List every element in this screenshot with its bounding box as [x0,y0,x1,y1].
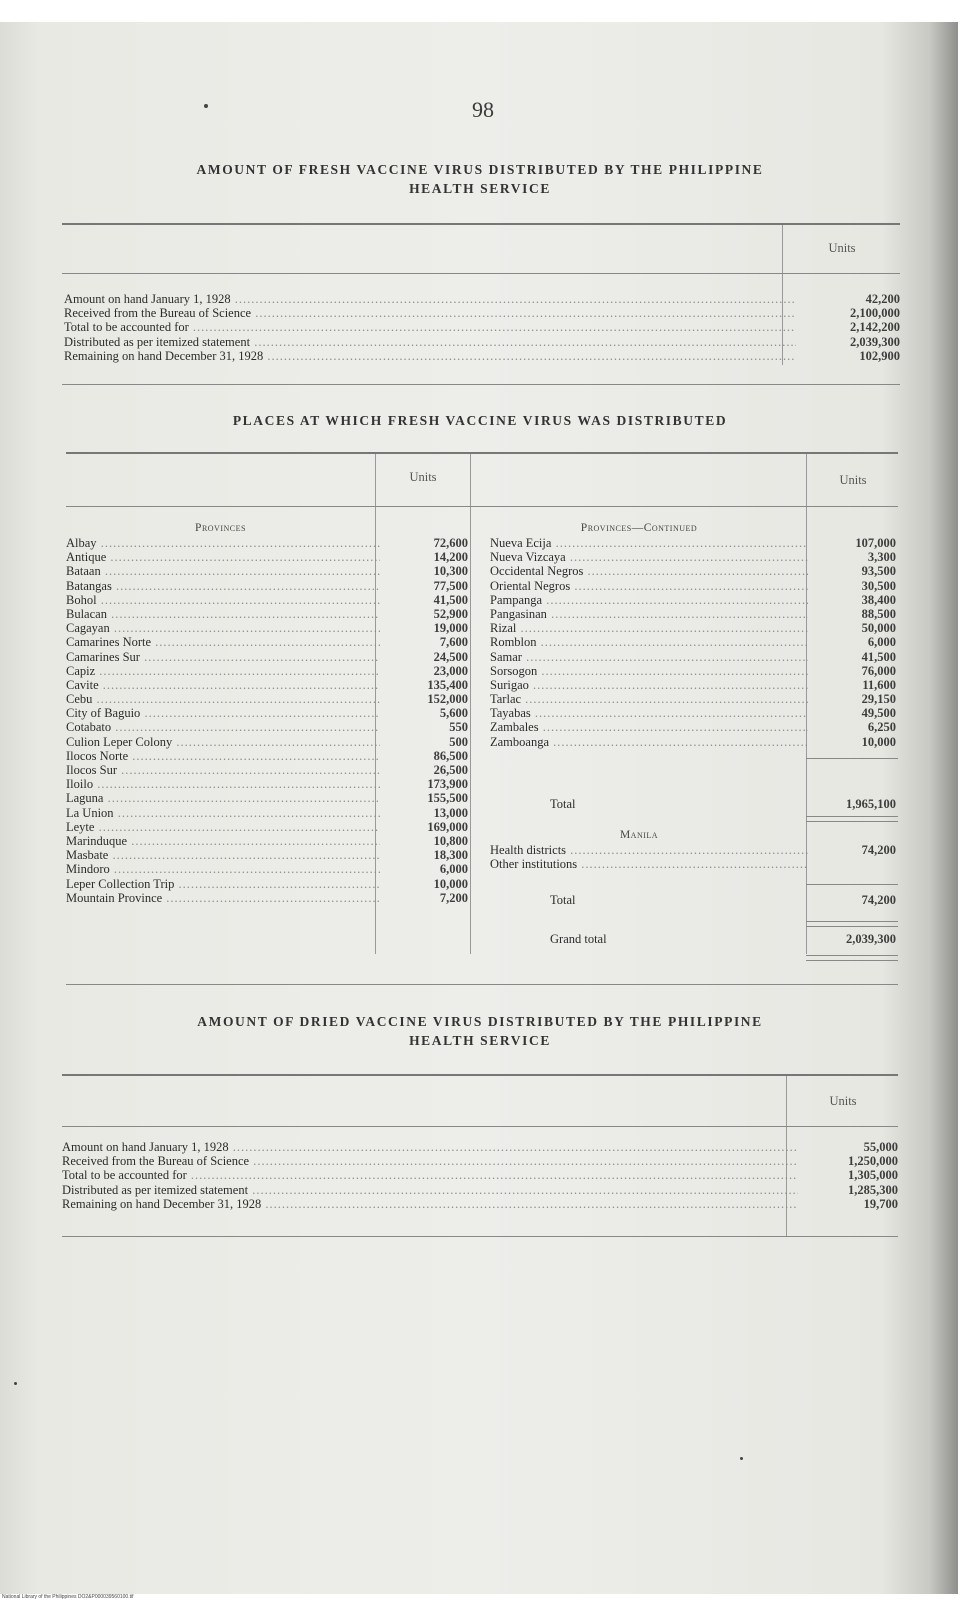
sum-rule [806,758,898,759]
table-row [62,1197,898,1211]
table-row [66,650,468,664]
row-label: Total to be accounted for ..... [62,1168,798,1182]
row-value: 10,800 [433,833,468,848]
row-value: 42,200 [865,292,900,306]
table-row [66,593,468,607]
right-province-rows [490,536,896,749]
row-value: 38,400 [861,592,896,607]
row-label: La Union ..... [66,806,380,820]
units-header-right: Units [839,473,867,487]
table-row [66,862,468,876]
table-row [64,320,900,334]
row-value: 24,500 [433,649,468,664]
row-label: Total to be accounted for ..... [64,320,796,334]
page-number: 98 [472,97,494,122]
table-row [66,579,468,593]
row-value: 1,250,000 [848,1154,898,1169]
row-label: Tayabas ..... [490,706,808,720]
row-label: Antique ..... [66,550,380,564]
dried-rows [62,1140,898,1211]
grand-total-value: 2,039,300 [846,932,896,946]
row-label: Marinduque ..... [66,834,380,848]
row-label: Amount on hand January 1, 1928 ..... [62,1140,798,1154]
row-label: Sorsogon ..... [490,664,808,678]
table-row [66,706,468,720]
row-value: 152,000 [427,692,468,707]
ink-speck [740,1457,743,1460]
row-value: 550 [449,720,468,735]
row-label: Leper Collection Trip ..... [66,877,380,891]
table-bottom-rule [62,1236,898,1237]
row-value: 169,000 [427,819,468,834]
row-value [808,857,896,871]
provinces-total-row [490,797,896,811]
row-label: Surigao ..... [490,678,808,692]
grand-total-row [490,932,896,946]
table-row [66,749,468,763]
table-row [64,349,900,363]
row-value: 102,900 [859,348,900,363]
row-label: Tarlac ..... [490,692,808,706]
row-value: 76,000 [861,663,896,678]
table-row [66,891,468,905]
dried-title-line1: AMOUNT OF DRIED VACCINE VIRUS DISTRIBUTED BY THE PHILIPPINE [197,1014,763,1029]
table-row [490,536,896,550]
row-value: 26,500 [433,763,468,777]
table-row [66,635,468,649]
row-label: Bulacan ..... [66,607,380,621]
row-label: Batangas ..... [66,579,380,593]
row-label: Samar ..... [490,650,808,664]
total-label: Total [550,797,576,811]
table-row [490,579,896,593]
table-row [66,806,468,820]
row-label: Capiz ..... [66,664,380,678]
row-value: 3,300 [867,550,896,565]
units-header: Units [828,241,856,255]
row-label: Mindoro ..... [66,862,380,876]
row-value: 41,500 [861,649,896,664]
row-label: Occidental Negros ..... [490,564,808,578]
row-value: 7,200 [439,890,468,905]
row-label: Iloilo ..... [66,777,380,791]
table-row [66,607,468,621]
row-value: 155,500 [427,791,468,806]
row-value: 72,600 [433,536,468,550]
table-row [66,621,468,635]
row-label: Mountain Province ..... [66,891,380,905]
row-value: 6,000 [867,635,896,650]
fresh-title-line2: HEALTH SERVICE [409,181,551,196]
row-label: Pampanga ..... [490,593,808,607]
table-row [490,720,896,734]
row-label: Zamboanga ..... [490,735,808,749]
table-row [490,735,896,749]
row-label: Leyte ..... [66,820,380,834]
table-top-rule [62,1074,898,1076]
table-row [490,678,896,692]
table-row [62,1168,898,1182]
table-row [66,536,468,550]
table-row [66,550,468,564]
table-bottom-rule [66,984,898,985]
row-label: City of Baguio ..... [66,706,380,720]
row-value: 55,000 [863,1140,898,1154]
total-value: 74,200 [861,893,896,907]
double-rule [806,816,898,822]
row-label: Ilocos Sur ..... [66,763,380,777]
row-label: Romblon ..... [490,635,808,649]
table-row [490,607,896,621]
table-row [66,848,468,862]
units-header-left: Units [409,470,437,484]
row-value: 52,900 [433,606,468,621]
table-bottom-rule [62,384,900,385]
row-value: 50,000 [861,621,896,636]
row-value: 7,600 [439,635,468,650]
table-row [66,564,468,578]
row-value: 49,500 [861,706,896,721]
row-label: Health districts ..... [490,843,808,857]
row-label: Zambales ..... [490,720,808,734]
provinces-continued-subhead [472,522,806,534]
units-header: Units [829,1094,857,1108]
row-value: 19,700 [863,1196,898,1211]
row-value: 2,100,000 [850,306,900,321]
row-value: 93,500 [861,564,896,579]
table-row [490,692,896,706]
table-row [66,678,468,692]
header-rule [66,506,898,507]
row-label: Cebu ..... [66,692,380,706]
row-value: 23,000 [433,663,468,678]
row-label: Cagayan ..... [66,621,380,635]
places-table-title: PLACES AT WHICH FRESH VACCINE VIRUS WAS DISTRIBUTED [232,413,728,428]
table-row [66,735,468,749]
row-label: Albay ..... [66,536,380,550]
row-label: Remaining on hand December 31, 1928 ..... [62,1197,798,1211]
table-row [490,550,896,564]
total-label: Total [550,893,576,907]
table-row [66,820,468,834]
row-value: 41,500 [433,592,468,607]
row-value: 88,500 [861,606,896,621]
double-rule [806,921,898,927]
row-label: Bohol ..... [66,593,380,607]
table-row [64,335,900,349]
row-label: Nueva Ecija ..... [490,536,808,550]
row-value: 14,200 [433,550,468,565]
left-province-rows [66,536,468,905]
table-row [490,564,896,578]
row-label: Distributed as per itemized statement ..... [64,335,796,349]
total-value: 1,965,100 [846,797,896,811]
dried-table-title [60,1012,900,1050]
row-value: 2,142,200 [850,320,900,335]
table-row [490,650,896,664]
header-rule [62,1126,898,1127]
table-row [66,877,468,891]
row-value: 173,900 [427,777,468,792]
table-row [66,720,468,734]
row-label: Rizal ..... [490,621,808,635]
table-row [490,621,896,635]
row-value: 2,039,300 [850,334,900,349]
row-value: 13,000 [433,805,468,820]
row-label: Culion Leper Colony ..... [66,735,380,749]
row-value: 135,400 [427,677,468,692]
table-row [62,1183,898,1197]
row-value: 11,600 [862,677,896,692]
row-label: Cavite ..... [66,678,380,692]
manila-total-row [490,893,896,907]
row-value: 74,200 [861,843,896,857]
table-row [62,1154,898,1168]
table-row [490,857,896,871]
row-value: 86,500 [433,748,468,763]
table-row [62,1140,898,1154]
table-row [64,306,900,320]
row-label: Camarines Sur ..... [66,650,380,664]
grand-total-label: Grand total [550,932,607,946]
table-row [66,692,468,706]
row-label: Pangasinan ..... [490,607,808,621]
ink-speck [14,1382,17,1385]
row-label: Distributed as per itemized statement ..... [62,1183,798,1197]
row-value: 6,000 [439,862,468,877]
row-value: 1,305,000 [848,1168,898,1183]
table-row [490,664,896,678]
row-value: 107,000 [855,536,896,550]
dried-title-line2: HEALTH SERVICE [409,1033,551,1048]
row-label: Received from the Bureau of Science ..... [64,306,796,320]
row-value: 29,150 [861,692,896,707]
manila-rows [490,843,896,871]
double-rule [806,955,898,961]
row-value: 30,500 [861,578,896,593]
fresh-title-line1: AMOUNT OF FRESH VACCINE VIRUS DISTRIBUTED BY THE PHILIPPINE [196,162,764,177]
table-row [66,834,468,848]
row-value: 1,285,300 [848,1182,898,1197]
table-top-rule [66,452,898,454]
table-row [66,777,468,791]
table-row [64,292,900,306]
manila-subhead: Manila [619,829,659,841]
table-row [490,635,896,649]
table-row [66,791,468,805]
row-label: Bataan ..... [66,564,380,578]
table-row [66,763,468,777]
row-label: Cotabato ..... [66,720,380,734]
row-value: 19,000 [433,621,468,636]
row-label: Remaining on hand December 31, 1928 ..... [64,349,796,363]
row-label: Ilocos Norte ..... [66,749,380,763]
table-row [490,706,896,720]
table-row [66,664,468,678]
header-rule [62,273,900,274]
row-value: 10,300 [433,564,468,579]
row-label: Masbate ..... [66,848,380,862]
table-row [490,843,896,857]
fresh-rows [64,292,900,363]
row-value: 5,600 [439,706,468,721]
row-label: Amount on hand January 1, 1928 ..... [64,292,796,306]
sum-rule [806,884,898,885]
row-label: Nueva Vizcaya ..... [490,550,808,564]
provinces-subhead: Provinces [195,522,246,534]
row-label: Oriental Negros ..... [490,579,808,593]
row-value: 6,250 [867,720,896,735]
fresh-table-title [60,160,900,198]
row-label: Received from the Bureau of Science ..... [62,1154,798,1168]
row-label: Other institutions ..... [490,857,808,871]
table-top-rule [62,223,900,225]
row-label: Camarines Norte ..... [66,635,380,649]
scan-footer: National Library of the Philippines DO2&P000039560100.tif [2,1594,134,1600]
row-value: 10,000 [861,734,896,749]
row-value: 18,300 [433,848,468,863]
row-value: 77,500 [433,578,468,593]
row-value: 10,000 [433,876,468,891]
row-value: 500 [449,734,468,749]
provinces-continued-text: Provinces—Continued [580,522,698,534]
table-row [490,593,896,607]
row-label: Laguna ..... [66,791,380,805]
column-divider [470,454,471,954]
